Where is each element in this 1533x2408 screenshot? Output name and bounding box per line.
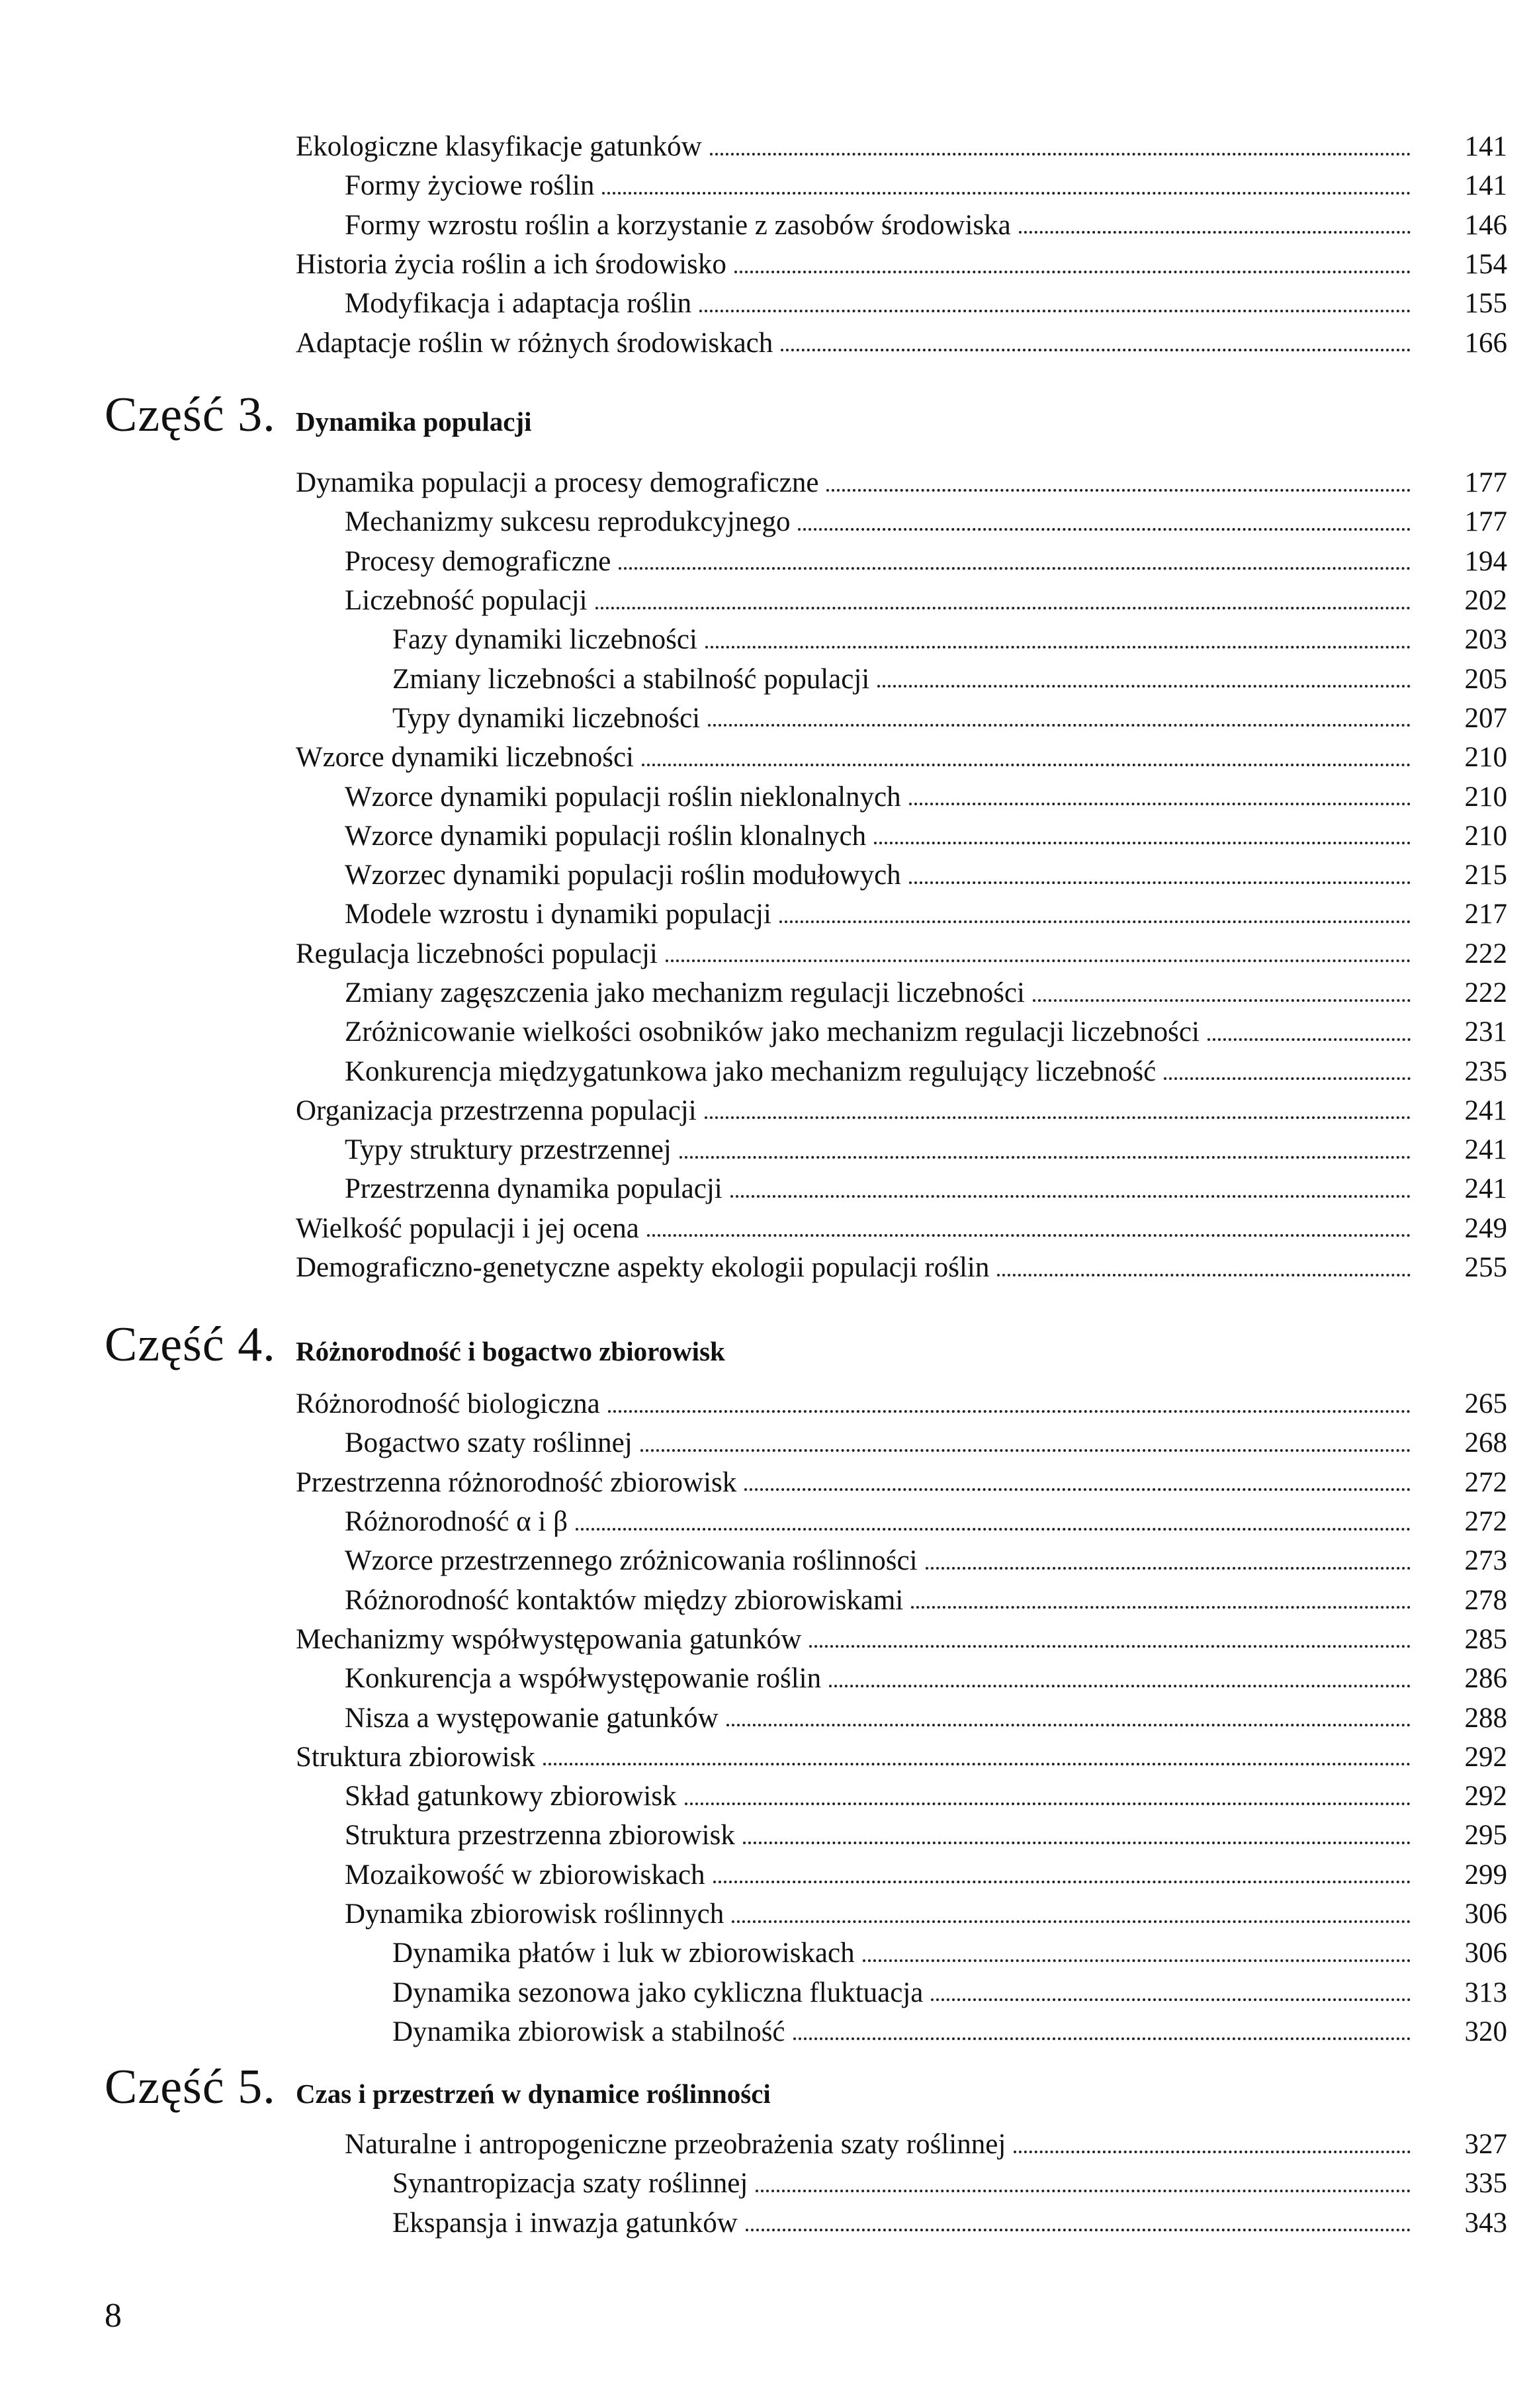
toc-entry-page: 235	[1464, 1055, 1507, 1087]
dot-leader	[679, 1156, 1411, 1159]
toc-section	[0, 127, 1533, 363]
toc-entry-page: 306	[1464, 1938, 1507, 1969]
dot-leader	[730, 1195, 1411, 1198]
toc-entry-title: Dynamika sezonowa jako cykliczna fluktuacja	[392, 1977, 924, 2008]
toc-entry-title: Różnorodność biologiczna	[296, 1388, 600, 1420]
dot-leader	[877, 685, 1411, 688]
dot-leader	[909, 803, 1411, 805]
toc-entry	[0, 1895, 1507, 1934]
toc-entry	[0, 817, 1507, 856]
toc-entry-page: 231	[1464, 1016, 1507, 1048]
dot-leader	[826, 489, 1411, 492]
toc-entry-page: 327	[1464, 2129, 1507, 2161]
toc-entry-title: Nisza a występowanie gatunków	[345, 1702, 719, 1734]
toc-entry-title: Ekspansja i inwazja gatunków	[392, 2207, 738, 2239]
dot-leader	[734, 271, 1411, 273]
dot-leader	[726, 1724, 1411, 1726]
toc-entry-title: Ekologiczne klasyfikacje gatunków	[296, 131, 702, 163]
toc-entry	[0, 2012, 1507, 2051]
toc-entry-page: 222	[1464, 938, 1507, 969]
toc-entry-title: Dynamika zbiorowisk roślinnych	[345, 1898, 724, 1930]
part-label: Część 3.	[105, 388, 276, 442]
toc-entry-page: 207	[1464, 702, 1507, 734]
toc-entry	[0, 659, 1507, 698]
toc-entry-page: 313	[1464, 1977, 1507, 2008]
toc-entry-page: 241	[1464, 1094, 1507, 1126]
toc-entry-title: Fazy dynamiki liczebności	[392, 624, 697, 656]
dot-leader	[619, 567, 1411, 570]
dot-leader	[863, 1959, 1411, 1962]
dot-leader	[793, 2037, 1411, 2040]
dot-leader	[756, 2190, 1411, 2192]
toc-entry-page: 155	[1464, 288, 1507, 320]
dot-leader	[746, 2229, 1411, 2231]
toc-entry-title: Zmiany zagęszczenia jako mechanizm regulacji liczebności	[345, 977, 1025, 1008]
dot-leader	[744, 1488, 1411, 1491]
toc-entry-page: 255	[1464, 1252, 1507, 1284]
toc-entry	[0, 620, 1507, 659]
toc-entry	[0, 2125, 1507, 2164]
toc-entry-page: 210	[1464, 781, 1507, 813]
toc-entry	[0, 581, 1507, 620]
toc-entry	[0, 1463, 1507, 1502]
toc-entry	[0, 1698, 1507, 1737]
toc-entry-title: Historia życia roślin a ich środowisko	[296, 249, 726, 281]
toc-entry-title: Zmiany liczebności a stabilność populacji	[392, 663, 870, 695]
toc-entry-page: 335	[1464, 2168, 1507, 2200]
toc-entry-title: Przestrzenna różnorodność zbiorowisk	[296, 1466, 737, 1498]
dot-leader	[647, 1234, 1411, 1237]
toc-entry-title: Konkurencja międzygatunkowa jako mechanizm regulujący liczebność	[345, 1055, 1157, 1087]
toc-entry-page: 286	[1464, 1663, 1507, 1695]
toc-entry	[0, 166, 1507, 205]
toc-entry	[0, 1012, 1507, 1051]
dot-leader	[710, 153, 1411, 156]
dot-leader	[798, 528, 1411, 531]
dot-leader	[809, 1645, 1411, 1648]
toc-entry-title: Typy dynamiki liczebności	[392, 702, 701, 734]
toc-entry-title: Dynamika zbiorowisk a stabilność	[392, 2016, 785, 2047]
toc-entry-title: Organizacja przestrzenna populacji	[296, 1094, 697, 1126]
part-3-heading	[105, 387, 532, 443]
toc-entry-page: 295	[1464, 1820, 1507, 1851]
toc-entry-title: Struktura przestrzenna zbiorowisk	[345, 1820, 735, 1851]
toc-entry	[0, 699, 1507, 738]
toc-entry	[0, 542, 1507, 581]
toc-entry-title: Wzorce dynamiki populacji roślin nieklonalnych	[345, 781, 901, 813]
toc-entry-page: 194	[1464, 545, 1507, 577]
toc-entry-page: 241	[1464, 1173, 1507, 1205]
dot-leader	[1207, 1038, 1411, 1041]
dot-leader	[1019, 231, 1411, 234]
dot-leader	[543, 1763, 1411, 1765]
dot-leader	[1033, 999, 1411, 1002]
dot-leader	[640, 1449, 1411, 1452]
toc-entry	[0, 1855, 1507, 1895]
dot-leader	[997, 1274, 1411, 1276]
toc-entry	[0, 1934, 1507, 1973]
toc-entry	[0, 1738, 1507, 1777]
toc-entry	[0, 1130, 1507, 1169]
dot-leader	[779, 920, 1411, 923]
toc-entry-title: Regulacja liczebności populacji	[296, 938, 658, 969]
toc-entry-title: Demograficzno-genetyczne aspekty ekologii populacji roślin	[296, 1252, 990, 1284]
toc-entry-title: Struktura zbiorowisk	[296, 1741, 535, 1773]
toc-entry-page: 141	[1464, 131, 1507, 163]
toc-entry-page: 203	[1464, 624, 1507, 656]
toc-section	[0, 1384, 1533, 2051]
toc-entry-page: 205	[1464, 663, 1507, 695]
dot-leader	[608, 1410, 1411, 1413]
toc-entry	[0, 1659, 1507, 1698]
dot-leader	[705, 646, 1411, 648]
toc-entry-page: 215	[1464, 860, 1507, 891]
toc-entry-title: Przestrzenna dynamika populacji	[345, 1173, 723, 1205]
toc-entry	[0, 1248, 1507, 1287]
toc-entry	[0, 777, 1507, 816]
toc-entry-page: 217	[1464, 899, 1507, 930]
toc-entry	[0, 856, 1507, 895]
toc-entry-page: 141	[1464, 170, 1507, 202]
dot-leader	[874, 842, 1411, 844]
toc-entry-title: Procesy demograficzne	[345, 545, 611, 577]
toc-entry	[0, 973, 1507, 1012]
toc-entry-title: Typy struktury przestrzennej	[345, 1134, 672, 1166]
toc-entry-page: 154	[1464, 249, 1507, 281]
toc-entry-page: 278	[1464, 1584, 1507, 1616]
toc-entry-page: 343	[1464, 2207, 1507, 2239]
toc-entry-title: Modele wzrostu i dynamiki populacji	[345, 899, 771, 930]
dot-leader	[732, 1920, 1411, 1923]
toc-entry-page: 241	[1464, 1134, 1507, 1166]
toc-entry	[0, 1777, 1507, 1816]
toc-entry-page: 146	[1464, 209, 1507, 241]
toc-entry-title: Różnorodność kontaktów między zbiorowiskami	[345, 1584, 904, 1616]
dot-leader	[911, 1606, 1411, 1609]
dot-leader	[699, 310, 1411, 312]
toc-entry	[0, 2204, 1507, 2243]
toc-entry	[0, 1973, 1507, 2012]
toc-entry	[0, 1051, 1507, 1091]
toc-entry-title: Formy wzrostu roślin a korzystanie z zasobów środowiska	[345, 209, 1011, 241]
toc-entry-page: 306	[1464, 1898, 1507, 1930]
dot-leader	[829, 1685, 1411, 1687]
dot-leader	[1014, 2151, 1411, 2153]
toc-entry-page: 273	[1464, 1545, 1507, 1577]
dot-leader	[602, 192, 1411, 195]
toc-entry-title: Naturalne i antropogeniczne przeobrażenia szaty roślinnej	[345, 2129, 1006, 2161]
toc-entry-title: Skład gatunkowy zbiorowisk	[345, 1781, 677, 1812]
toc-entry-title: Konkurencja a współwystępowanie roślin	[345, 1663, 822, 1695]
toc-entry	[0, 1580, 1507, 1619]
toc-entry	[0, 1209, 1507, 1248]
toc-entry-page: 288	[1464, 1702, 1507, 1734]
toc-entry-title: Liczebność populacji	[345, 585, 588, 617]
toc-entry-page: 249	[1464, 1212, 1507, 1244]
toc-entry-title: Modyfikacja i adaptacja roślin	[345, 288, 692, 320]
toc-section	[0, 463, 1533, 1287]
dot-leader	[576, 1528, 1411, 1531]
toc-entry-page: 166	[1464, 327, 1507, 359]
dot-leader	[685, 1803, 1411, 1805]
toc-entry	[0, 206, 1507, 245]
dot-leader	[743, 1842, 1411, 1844]
toc-entry	[0, 1502, 1507, 1541]
dot-leader	[781, 349, 1411, 351]
toc-entry	[0, 127, 1507, 166]
toc-entry-page: 268	[1464, 1427, 1507, 1459]
dot-leader	[666, 959, 1411, 962]
toc-entry	[0, 1620, 1507, 1659]
toc-entry	[0, 323, 1507, 362]
dot-leader	[642, 764, 1411, 766]
toc-entry	[0, 1541, 1507, 1580]
toc-entry	[0, 463, 1507, 502]
part-label: Część 5.	[105, 2060, 276, 2114]
dot-leader	[1164, 1077, 1411, 1080]
toc-entry	[0, 895, 1507, 934]
toc-entry	[0, 502, 1507, 541]
toc-entry-page: 320	[1464, 2016, 1507, 2047]
toc-entry-title: Wielkość populacji i jej ocena	[296, 1212, 639, 1244]
toc-entry-title: Wzorzec dynamiki populacji roślin modułowych	[345, 860, 901, 891]
part-title: Czas i przestrzeń w dynamice roślinności	[296, 2078, 771, 2109]
toc-entry-title: Adaptacje roślin w różnych środowiskach	[296, 327, 773, 359]
toc-entry-page: 177	[1464, 506, 1507, 538]
toc-entry-title: Zróżnicowanie wielkości osobników jako mechanizm regulacji liczebności	[345, 1016, 1200, 1048]
toc-entry-title: Bogactwo szaty roślinnej	[345, 1427, 633, 1459]
toc-entry-title: Wzorce przestrzennego zróżnicowania roślinności	[345, 1545, 918, 1577]
toc-entry-title: Mechanizmy współwystępowania gatunków	[296, 1623, 802, 1655]
part-5-heading	[105, 2059, 771, 2116]
toc-entry-page: 210	[1464, 820, 1507, 852]
dot-leader	[909, 881, 1411, 884]
toc-entry-page: 292	[1464, 1741, 1507, 1773]
toc-entry	[0, 1423, 1507, 1462]
toc-entry-title: Mechanizmy sukcesu reprodukcyjnego	[345, 506, 791, 538]
dot-leader	[713, 1881, 1411, 1883]
part-label: Część 4.	[105, 1317, 276, 1372]
toc-entry	[0, 2164, 1507, 2203]
toc-entry-page: 299	[1464, 1859, 1507, 1891]
toc-entry	[0, 1091, 1507, 1130]
toc-entry-title: Wzorce dynamiki populacji roślin klonalnych	[345, 820, 867, 852]
toc-entry	[0, 245, 1507, 284]
toc-entry	[0, 1384, 1507, 1423]
toc-entry-title: Dynamika populacji a procesy demograficzne	[296, 467, 819, 499]
toc-entry-title: Mozaikowość w zbiorowiskach	[345, 1859, 705, 1891]
toc-entry	[0, 1816, 1507, 1855]
toc-entry	[0, 934, 1507, 973]
dot-leader	[705, 1116, 1411, 1119]
toc-entry-title: Synantropizacja szaty roślinnej	[392, 2168, 748, 2200]
toc-entry-page: 272	[1464, 1466, 1507, 1498]
dot-leader	[595, 607, 1411, 609]
dot-leader	[931, 1998, 1411, 2001]
dot-leader	[926, 1567, 1411, 1570]
toc-entry-page: 222	[1464, 977, 1507, 1008]
toc-entry-page: 285	[1464, 1623, 1507, 1655]
toc-entry-page: 272	[1464, 1506, 1507, 1538]
toc-entry-title: Formy życiowe roślin	[345, 170, 595, 202]
toc-entry	[0, 1169, 1507, 1208]
part-4-heading	[105, 1317, 725, 1373]
page-number: 8	[105, 2297, 122, 2335]
toc-entry-page: 202	[1464, 585, 1507, 617]
dot-leader	[708, 724, 1411, 727]
toc-entry	[0, 284, 1507, 323]
toc-entry-page: 177	[1464, 467, 1507, 499]
part-title: Różnorodność i bogactwo zbiorowisk	[296, 1336, 725, 1366]
part-title: Dynamika populacji	[296, 406, 532, 437]
toc-entry	[0, 738, 1507, 777]
toc-entry-page: 210	[1464, 742, 1507, 774]
toc-section	[0, 2125, 1533, 2243]
toc-entry-title: Różnorodność α i β	[345, 1506, 568, 1538]
toc-entry-title: Wzorce dynamiki liczebności	[296, 742, 635, 774]
toc-entry-page: 292	[1464, 1781, 1507, 1812]
toc-entry-title: Dynamika płatów i luk w zbiorowiskach	[392, 1938, 855, 1969]
toc-entry-page: 265	[1464, 1388, 1507, 1420]
